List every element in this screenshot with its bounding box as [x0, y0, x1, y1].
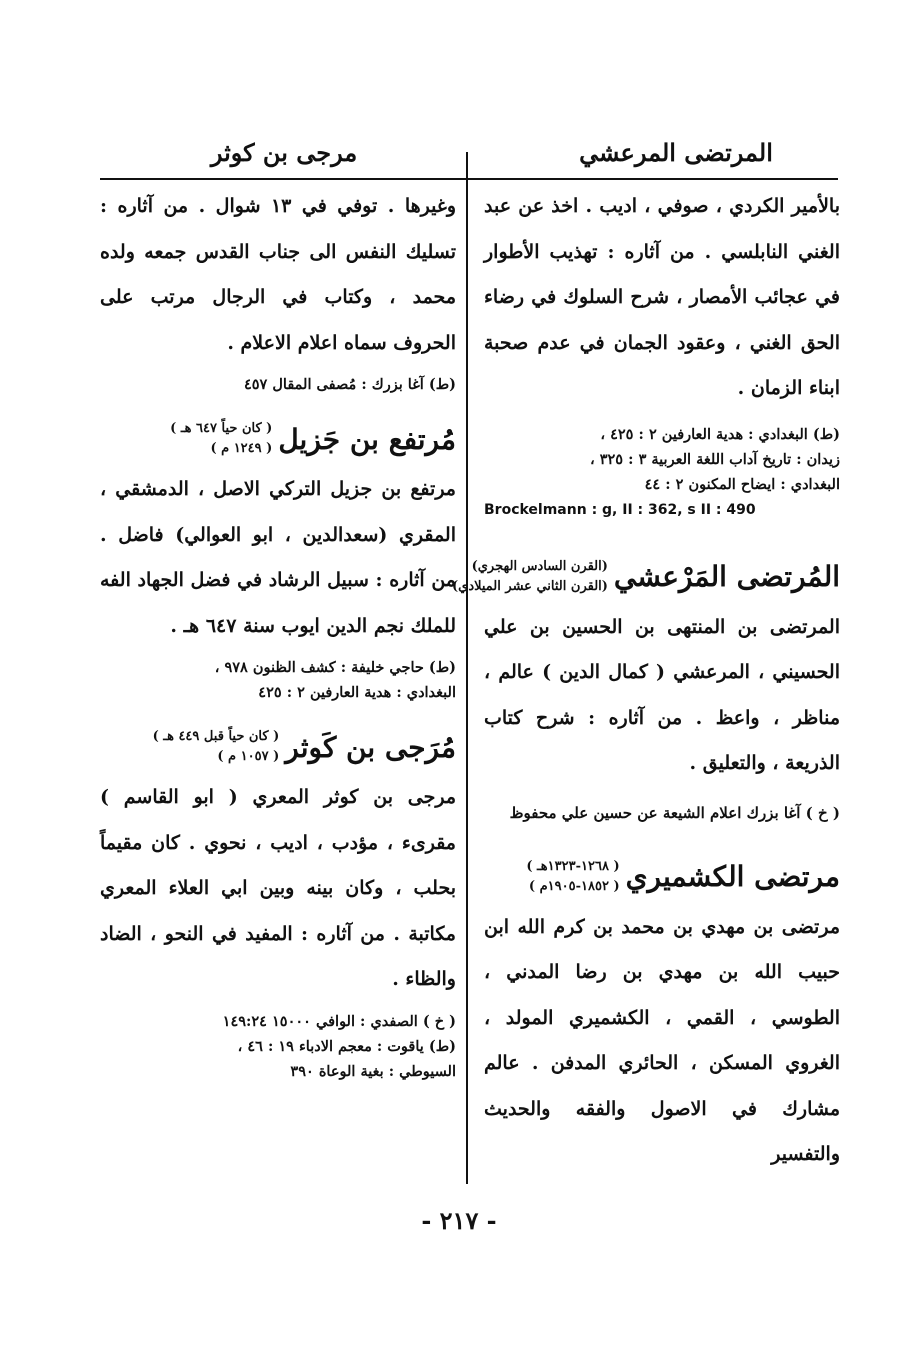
- page-number: - ٢١٧ -: [421, 1206, 497, 1235]
- left-column: [100, 184, 456, 1084]
- entry-dates: [153, 727, 280, 767]
- reference-latin: Brockelmann : g, II : 362, s II : 490: [484, 501, 756, 518]
- entry-body: مرتضى بن مهدي بن محمد بن كرم الله ابن حبيب الله بن مهدي بن رضا المدني ، الطوسي ، القمي ، الكشميري المولد ، الغروي المسكن ، الحائري المدفن . عالم مشارك في الاصول والفقه والحديث والتفسير: [484, 915, 840, 1165]
- entry-date-hijri: ( كان حياً قبل ٤٤٩ هـ ): [152, 729, 280, 744]
- entry-date-gregorian: ( ١٠٥٧ م ): [217, 749, 280, 764]
- entry-name: مُرتفع بن جَزيل: [278, 422, 456, 456]
- entry-date-gregorian: ( ١٢٤٩ م ): [210, 441, 273, 456]
- reference-line: السيوطي : بغية الوعاة ٣٩٠: [290, 1062, 456, 1080]
- entry-note: ( خ ) آغا بزرك اعلام الشيعة عن حسين علي محفوظ: [509, 803, 840, 822]
- entry-dates: [452, 557, 608, 597]
- entry-body: بالأمير الكردي ، صوفي ، اديب . اخذ عن عبد الغني النابلسي . من آثاره : تهذيب الأطوار في عجائب الأمصار ، شرح السلوك في رضاء الحق الغني ، وعقود الجمان في عدم صحبة ابناء الزمان .: [484, 195, 840, 399]
- entry-body: المرتضى بن المنتهى بن الحسين بن علي الحسيني ، المرعشي ( كمال الدين ) عالم ، مناظر ، واعظ . من آثاره : شرح كتاب الذريعة ، والتعليق .: [484, 615, 840, 774]
- entry-name: المُرتضى المَرْعشي: [613, 560, 840, 593]
- entry-body: مرجى بن كوثر المعري ( ابو القاسم ) مقرىء ، مؤدب ، اديب ، نحوي . كان مقيماً بحلب ، وكان بينه وبين ابي العلاء المعري مكاتبة . من آثاره : المفيد في النحو ، الضاد والظاء .: [100, 786, 456, 990]
- reference-line: ( خ ) الصفدي : الوافي ١٥٠٠٠ ١٤٩:٢٤: [222, 1012, 456, 1030]
- column-divider: [466, 152, 468, 1184]
- reference-line: البغدادي : ايضاح المكنون ٢ : ٤٤: [644, 475, 840, 493]
- reference-line: (ط) حاجي خليفة : كشف الظنون ٩٧٨ ،: [214, 659, 456, 676]
- left-column-title: مرجى بن كوثر: [210, 138, 358, 167]
- entry-date-gregorian: (القرن الثاني عشر الميلادي): [452, 578, 608, 594]
- entry-date-hijri: ( ١٢٦٨-١٣٢٣هـ ): [526, 858, 620, 874]
- right-column: [452, 184, 840, 1178]
- entry-date-gregorian: ( ١٨٥٢-١٩٠٥م ): [528, 878, 620, 894]
- entry-date-hijri: ( كان حياً ٦٤٧ هـ ): [170, 421, 273, 436]
- reference-line: (ط) البغدادي : هدية العارفين ٢ : ٤٢٥ ،: [600, 425, 840, 443]
- entry-body: وغيرها . توفي في ١٣ شوال . من آثاره : تسليك النفس الى جناب القدس جمعه ولده محمد ، وكتاب في الرجال مرتب على الحروف سماه اعلام الاعلام .: [100, 195, 456, 354]
- entry-name: مرتضى الكشميري: [625, 860, 840, 893]
- entry-heading: [484, 857, 840, 897]
- reference-line: (ط) آغا بزرك : مُصفى المقال ٤٥٧: [243, 376, 456, 393]
- entry-heading: [452, 557, 840, 597]
- reference-line: (ط) ياقوت : معجم الادباء ١٩ : ٤٦ ،: [237, 1037, 456, 1055]
- entry-dates: [526, 857, 619, 897]
- header-rule: [100, 178, 838, 180]
- entry-date-hijri: (القرن السادس الهجري): [471, 558, 608, 574]
- reference-line: البغدادي : هدية العارفين ٢ : ٤٢٥: [258, 684, 456, 701]
- entry-name: مُرَجى بن كَوثر: [285, 730, 456, 764]
- right-column-title: المرتضى المرعشي: [579, 138, 773, 167]
- entry-heading: [100, 419, 456, 459]
- entry-dates: [170, 419, 272, 459]
- entry-body: مرتفع بن جزيل التركي الاصل ، الدمشقي ، المقري (سعدالدين ، ابو العوالي) فاضل . من آثاره : سبيل الرشاد في فضل الجهاد الفه للملك نجم الدين ايوب سنة ٦٤٧ هـ .: [100, 478, 456, 637]
- entry-heading: [100, 727, 456, 767]
- reference-line: زيدان : تاريخ آداب اللغة العربية ٣ : ٣٢٥ ،: [590, 450, 840, 468]
